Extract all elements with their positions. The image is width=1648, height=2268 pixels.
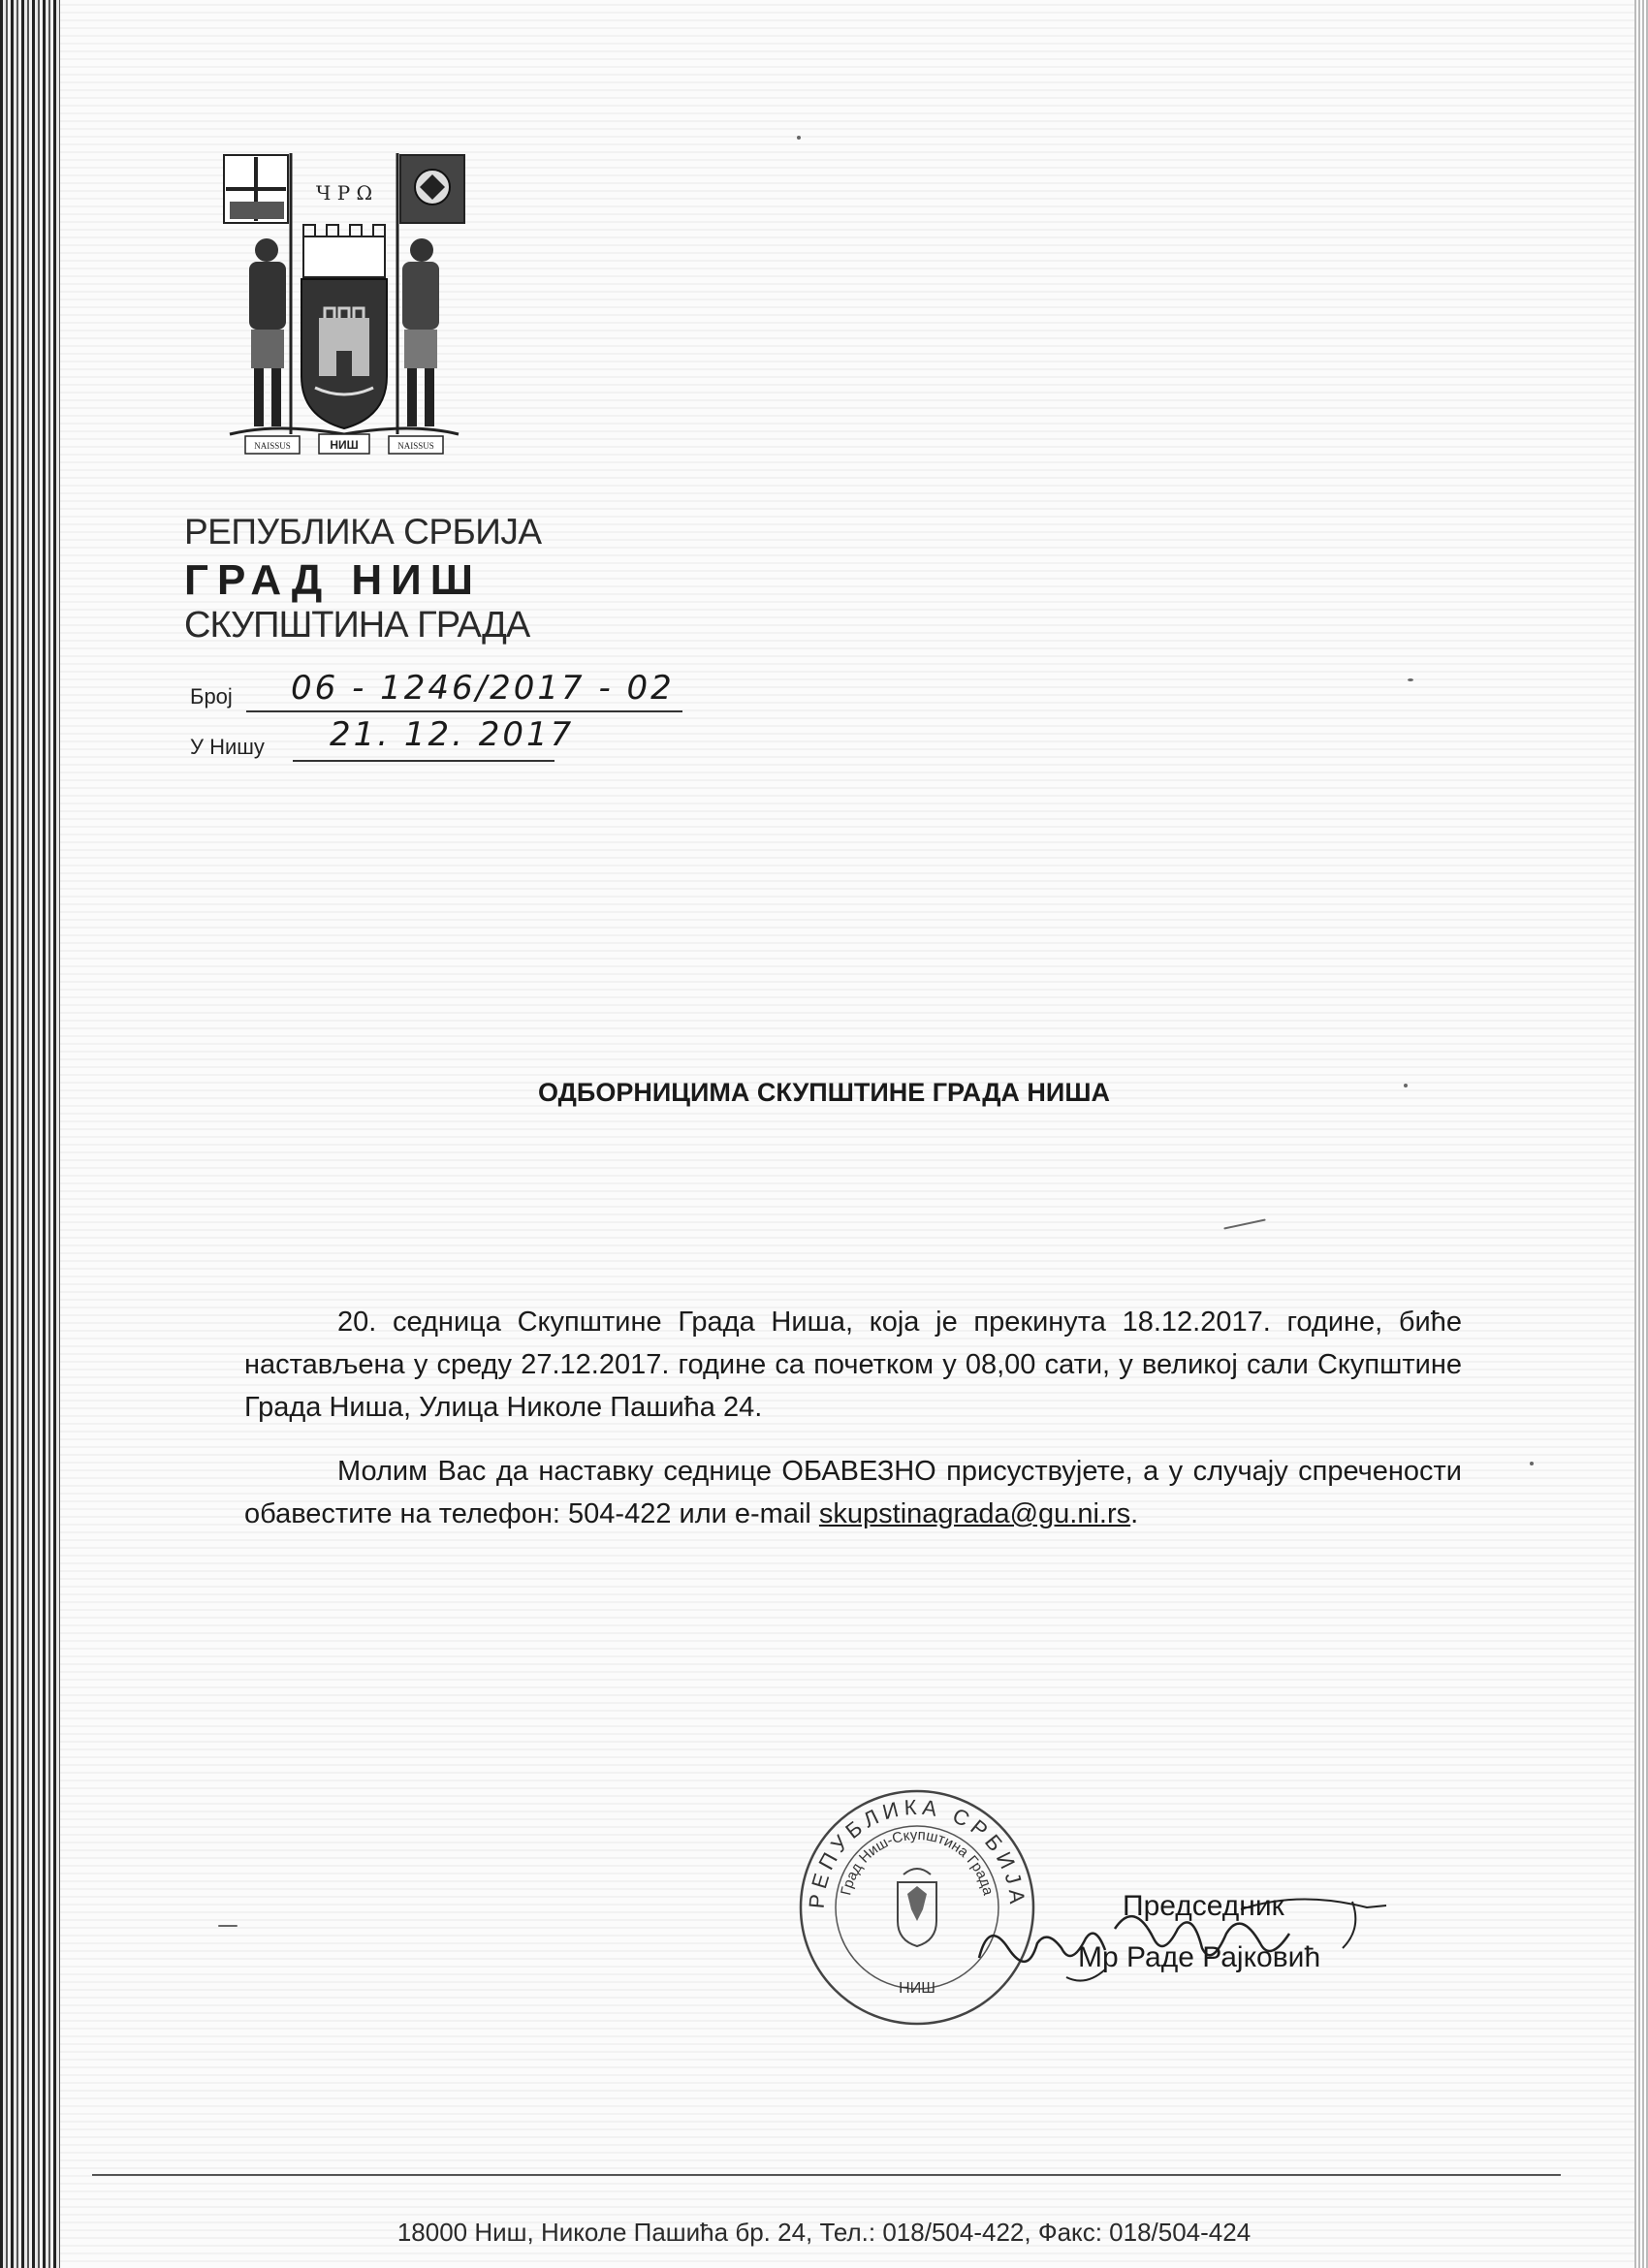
header-assembly: СКУПШТИНА ГРАДА [184,605,530,646]
date-line [293,760,555,762]
stamp-bottom-text: НИШ [899,1980,935,1997]
president-role: Председник [1123,1890,1284,1922]
coat-ribbon-right: NAISSUS [397,441,434,451]
stamp-outer-text: РЕПУБЛИКА СРБИЈА [804,1794,1030,1909]
body-paragraph-1: 20. седница Скупштине Града Ниша, која је прекинута 18.12.2017. године, биће настављена у среду 27.12.2017. године са почетком у 08,00 сати, у великој сали Скупштине Града Ниша, Улица Николе Пашића 24. [244,1307,1462,1423]
header-republic: РЕПУБЛИКА СРБИЈА [184,512,542,551]
email-link[interactable]: skupstinagrada@gu.ni.rs [818,1498,1131,1529]
body-paragraph-2-text: Молим Вас да наставку седнице ОБАВЕЗНО присуствујете, а у случају спречености обавестите на телефон: 504-422 или e-mail [244,1456,1462,1529]
stamp-inner-text: Град Ниш-Скупштина Града [838,1826,997,1898]
header-city: ГРАД НИШ [184,556,483,604]
scan-speck [1408,678,1413,681]
coat-banner-letters: Ч Р Ω [315,181,373,205]
scan-margin-right [1634,0,1648,2268]
scan-speck [1530,1462,1534,1465]
scan-speck [797,136,801,140]
body-paragraph-2 [244,1450,1462,1535]
paragraph-2-end: . [1130,1498,1139,1529]
footer-address: 18000 Ниш, Николе Пашића бр. 24, Тел.: 018/504-422, Факс: 018/504-424 [396,2218,1252,2247]
scan-speck [1404,1084,1408,1087]
president-name: Мр Раде Рајковић [1078,1941,1321,1973]
scan-margin [0,0,60,2268]
place-label: У Нишу [190,735,265,759]
document-title: ОДБОРНИЦИМА СКУПШТИНЕ ГРАДА НИША [538,1078,1110,1107]
coat-city-label: НИШ [330,438,359,452]
number-line [246,710,682,712]
footer-divider [92,2174,1561,2176]
scan-speck [218,1925,238,1927]
number-value: 06 - 1246/2017 - 02 [291,669,675,708]
coat-of-arms-emblem [218,143,470,463]
date-value: 21. 12. 2017 [330,715,575,754]
number-label: Број [190,684,233,709]
coat-ribbon-left: NAISSUS [254,441,291,451]
